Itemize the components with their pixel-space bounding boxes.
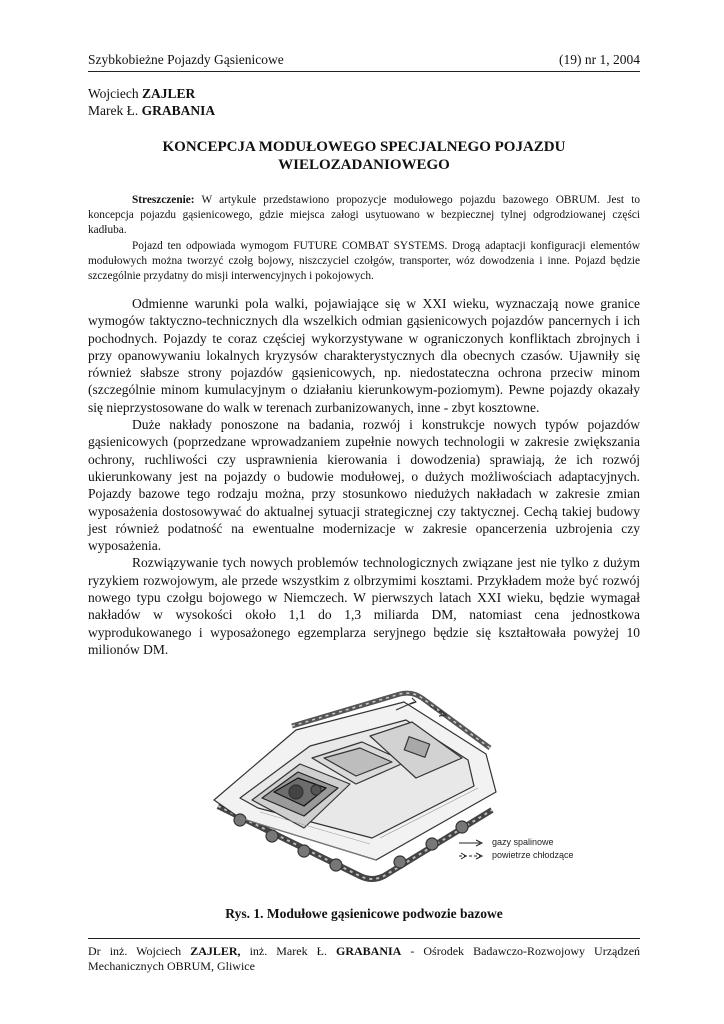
abstract-paragraph-2: Pojazd ten odpowiada wymogom FUTURE COMBAT SYSTEMS. Drogą adaptacji konfiguracji elementów modułowych można tworzyć czołg bojowy, niszczyciel czołgów, transporter, wóz dowodzenia i inne. Pojazd będzie szczególnie przydatny do misji interwencyjnych i pokojowych. bbox=[88, 239, 640, 283]
abstract-text-1: W artykule przedstawiono propozycje modułowego pojazdu bazowego OBRUM. Jest to koncepcja pojazdu gąsienicowego, gdzie miejsca załogi usytuowano w bezpiecznej tylnej odgrodziowanej części kadłuba. bbox=[88, 194, 641, 237]
author-list bbox=[88, 85, 215, 119]
footnote-middle: inż. Marek Ł. bbox=[249, 944, 327, 958]
running-header bbox=[88, 52, 640, 68]
title-line-2: WIELOZADANIOWEGO bbox=[278, 157, 450, 173]
arrow-icon bbox=[458, 839, 484, 847]
figure-caption: Rys. 1. Modułowe gąsienicowe podwozie bazowe bbox=[225, 906, 503, 921]
author-surname: GRABANIA bbox=[141, 103, 216, 118]
footnote-surname-1: ZAJLER, bbox=[190, 944, 241, 958]
abstract-paragraph-1 bbox=[88, 193, 640, 239]
journal-name: Szybkobieżne Pojazdy Gąsienicowe bbox=[88, 52, 284, 67]
footnote-prefix: Dr inż. Wojciech bbox=[88, 944, 182, 958]
author-surname: ZAJLER bbox=[142, 86, 196, 101]
body-paragraph-2: Duże nakłady ponoszone na badania, rozwój i konstrukcje nowych typów pojazdów gąsienicowych (poprzedzane wprowadzaniem zupełnie nowych technologii w zakresie zwiększania ochrony, ruchliwości czy usprawnienia kierowania i dowodzenia) sprawiają, że ich rozwój ukierunkowany jest na pojazdy o budowie modułowej, o dużych możliwościach adaptacyjnych. Pojazdy bazowe tego rodzaju można, przy stosunkowo niedużych nakładach w zakresie zmian wyposażenia dostosowywać do aktualnej sytuacji strategicznej czy taktycznej. Cechą takiej budowy jest również podatność na ewentualne modernizacje w zakresie opancerzenia uzbrojenia czy wyposażenia. bbox=[88, 417, 640, 554]
footnote-surname-2: GRABANIA bbox=[335, 944, 402, 958]
author-given: Wojciech bbox=[88, 86, 139, 101]
header-rule bbox=[88, 71, 640, 72]
paper-title bbox=[88, 138, 640, 174]
body-paragraph-3: Rozwiązywanie tych nowych problemów technologicznych związane jest nie tylko z dużym ryzykiem rozwojowym, ale przede wszystkim z olbrzymimi kosztami. Przykładem może być rozwój nowego typu czołgu bojowego w Niemczech. W pierwszych latach XXI wieku, będzie wymagał nakładów w wysokości około 1,1 do 1,3 miliarda DM, natomiast cena jednostkowa wyprodukowanego i wyposażonego egzemplarza seryjnego będzie się kształtowała powyżej 10 milionów DM. bbox=[88, 555, 640, 657]
legend-label: powietrze chłodzące bbox=[492, 850, 574, 860]
issue-number: (19) nr 1, 2004 bbox=[559, 52, 640, 67]
author-affiliation-footnote bbox=[88, 944, 640, 974]
tracked-vehicle-drawing bbox=[200, 688, 510, 893]
author-1 bbox=[88, 85, 215, 102]
legend-item-cooling-air bbox=[458, 849, 574, 862]
author-given: Marek Ł. bbox=[88, 103, 139, 118]
abstract bbox=[88, 193, 640, 284]
legend-item-exhaust bbox=[458, 836, 574, 849]
body-paragraph-1: Odmienne warunki pola walki, pojawiające się w XXI wieku, wyznaczają nowe granice wymogów taktyczno-technicznych dla wszelkich odmian gąsienicowych pojazdów pancernych i ich pochodnych. Pojazdy te coraz częściej wykorzystywane w ograniczonych konfliktach zbrojnych i przy opanowywaniu lokalnych kryzysów charakterystycznych dla obecnych czasów. Ujawniły się również słabsze strony pojazdów gąsienicowych, np. niedostateczna ochrona przeciw minom (szczególnie minom kumulacyjnym o działaniu kierunkowym-poziomym). Pewne pojazdy okazały się nieprzystosowane do walk w terenach zurbanizowanych, inne - zbyt kosztowne. bbox=[88, 296, 640, 415]
footer-rule bbox=[88, 938, 640, 939]
author-2 bbox=[88, 102, 215, 119]
body-text bbox=[88, 295, 640, 658]
figure-legend bbox=[458, 836, 574, 862]
abstract-label: Streszczenie: bbox=[132, 194, 195, 206]
legend-label: gazy spalinowe bbox=[492, 837, 554, 847]
footnote-affiliation: - Ośrodek Badawczo-Rozwojowy Urządzeń Mechanicznych OBRUM, Gliwice bbox=[88, 944, 641, 973]
double-arrow-icon bbox=[458, 852, 484, 860]
title-line-1: KONCEPCJA MODUŁOWEGO SPECJALNEGO POJAZDU bbox=[162, 139, 566, 155]
